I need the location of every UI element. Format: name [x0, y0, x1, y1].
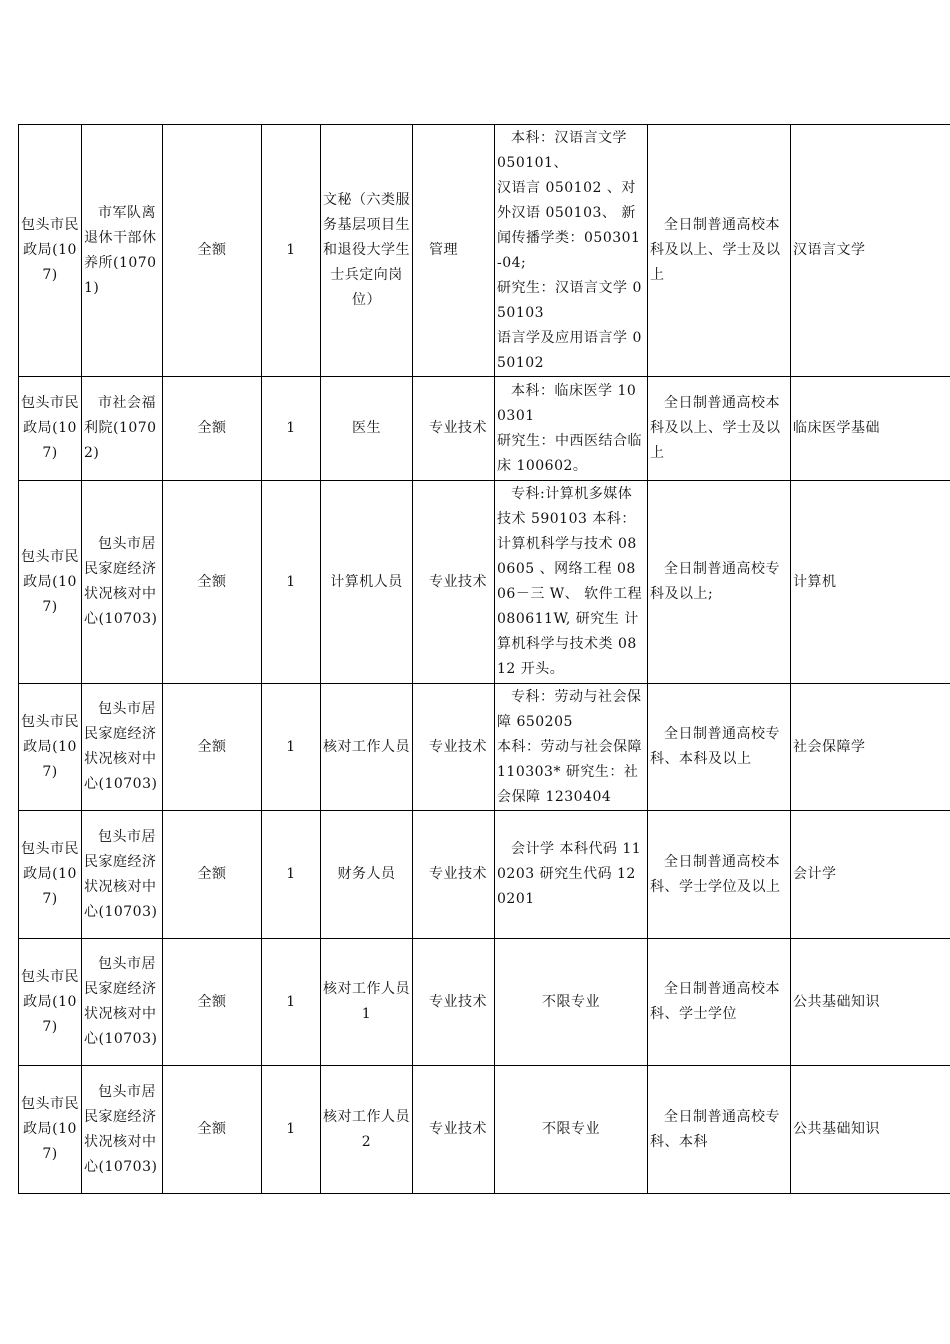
- major-cell: [495, 125, 648, 377]
- major-cell: [495, 481, 648, 684]
- table-row: [19, 811, 950, 939]
- education-cell: 全日制普通高校本科、学士学位及以上: [648, 811, 791, 939]
- job-listing-table: [18, 124, 950, 1194]
- education-cell: 全日制普通高校本科、学士学位: [648, 939, 791, 1066]
- funding-cell: 全额: [163, 481, 262, 684]
- position-cell: 核对工作人员: [321, 684, 413, 811]
- major-cell: [495, 377, 648, 481]
- count-cell: 1: [262, 684, 321, 811]
- exam-cell: 临床医学基础: [791, 377, 950, 481]
- count-cell: 1: [262, 939, 321, 1066]
- unit-cell: 包头市居民家庭经济状况核对中心(10703): [82, 1066, 163, 1194]
- dept-cell: 包头市民政局(107): [19, 481, 82, 684]
- dept-cell: 包头市民政局(107): [19, 684, 82, 811]
- count-cell: 1: [262, 125, 321, 377]
- unit-cell: 市社会福利院(10702): [82, 377, 163, 481]
- position-cell: 医生: [321, 377, 413, 481]
- position-cell: 财务人员: [321, 811, 413, 939]
- funding-cell: 全额: [163, 811, 262, 939]
- funding-cell: 全额: [163, 1066, 262, 1194]
- position-cell: 文秘（六类服务基层项目生和退役大学生士兵定向岗位）: [321, 125, 413, 377]
- table-row: [19, 1066, 950, 1194]
- funding-cell: 全额: [163, 125, 262, 377]
- category-cell: 专业技术: [413, 939, 495, 1066]
- education-cell: 全日制普通高校专科及以上;: [648, 481, 791, 684]
- major-line: 汉语言 050102 、对外汉语 050103、 新闻传播学类：050301-04;: [497, 179, 641, 271]
- unit-cell: 包头市居民家庭经济状况核对中心(10703): [82, 811, 163, 939]
- major-cell: [495, 684, 648, 811]
- major-line: 研究生：中西医结合临床 100602。: [497, 432, 642, 474]
- category-cell: 专业技术: [413, 481, 495, 684]
- position-cell: 计算机人员: [321, 481, 413, 684]
- funding-cell: 全额: [163, 939, 262, 1066]
- education-cell: 全日制普通高校专科、本科及以上: [648, 684, 791, 811]
- education-cell: 全日制普通高校本科及以上、学士及以上: [648, 377, 791, 481]
- major-line: 本科：劳动与社会保障 110303* 研究生：社会保障 1230404: [497, 738, 642, 805]
- unit-cell: 包头市居民家庭经济状况核对中心(10703): [82, 939, 163, 1066]
- category-cell: 专业技术: [413, 684, 495, 811]
- dept-cell: 包头市民政局(107): [19, 125, 82, 377]
- count-cell: 1: [262, 377, 321, 481]
- major-line: 不限专业: [542, 1121, 600, 1137]
- exam-cell: 会计学: [791, 811, 950, 939]
- table-row: [19, 125, 950, 377]
- major-line: 会计学 本科代码 110203 研究生代码 120201: [497, 841, 642, 907]
- count-cell: 1: [262, 481, 321, 684]
- exam-cell: 公共基础知识: [791, 939, 950, 1066]
- category-cell: 专业技术: [413, 377, 495, 481]
- education-cell: 全日制普通高校专科、本科: [648, 1066, 791, 1194]
- major-line: 专科：劳动与社会保障 650205: [497, 688, 642, 730]
- position-cell: 核对工作人员 2: [321, 1066, 413, 1194]
- funding-cell: 全额: [163, 377, 262, 481]
- funding-cell: 全额: [163, 684, 262, 811]
- count-cell: 1: [262, 811, 321, 939]
- count-cell: 1: [262, 1066, 321, 1194]
- major-line: 研究生：汉语言文学 050103: [497, 279, 642, 321]
- dept-cell: 包头市民政局(107): [19, 811, 82, 939]
- unit-cell: 市军队离退休干部休养所(10701): [82, 125, 163, 377]
- major-line: 本科：临床医学 100301: [497, 382, 637, 424]
- education-cell: 全日制普通高校本科及以上、学士及以上: [648, 125, 791, 377]
- exam-cell: 社会保障学: [791, 684, 950, 811]
- major-cell: [495, 939, 648, 1066]
- dept-cell: 包头市民政局(107): [19, 939, 82, 1066]
- category-cell: 管理: [413, 125, 495, 377]
- table-row: [19, 377, 950, 481]
- major-line: 050101、: [497, 154, 568, 171]
- category-cell: 专业技术: [413, 1066, 495, 1194]
- unit-cell: 包头市居民家庭经济状况核对中心(10703): [82, 481, 163, 684]
- major-line: 语言学及应用语言学 050102: [497, 329, 642, 371]
- exam-cell: 计算机: [791, 481, 950, 684]
- category-cell: 专业技术: [413, 811, 495, 939]
- table-row: [19, 939, 950, 1066]
- major-line: 本科：汉语言文学: [511, 129, 627, 146]
- major-cell: [495, 811, 648, 939]
- position-cell: 核对工作人员 1: [321, 939, 413, 1066]
- table-row: [19, 684, 950, 811]
- major-line: 专科:计算机多媒体技术 590103 本科：计算机科学与技术 080605 、网络工程 0806－三 W、 软件工程 080611W, 研究生 计算机科学与技术类 0812 开头。: [497, 486, 643, 677]
- exam-cell: 公共基础知识: [791, 1066, 950, 1194]
- unit-cell: 包头市居民家庭经济状况核对中心(10703): [82, 684, 163, 811]
- table-row: [19, 481, 950, 684]
- dept-cell: 包头市民政局(107): [19, 1066, 82, 1194]
- major-line: 不限专业: [542, 993, 600, 1010]
- exam-cell: 汉语言文学: [791, 125, 950, 377]
- major-cell: [495, 1066, 648, 1194]
- dept-cell: 包头市民政局(107): [19, 377, 82, 481]
